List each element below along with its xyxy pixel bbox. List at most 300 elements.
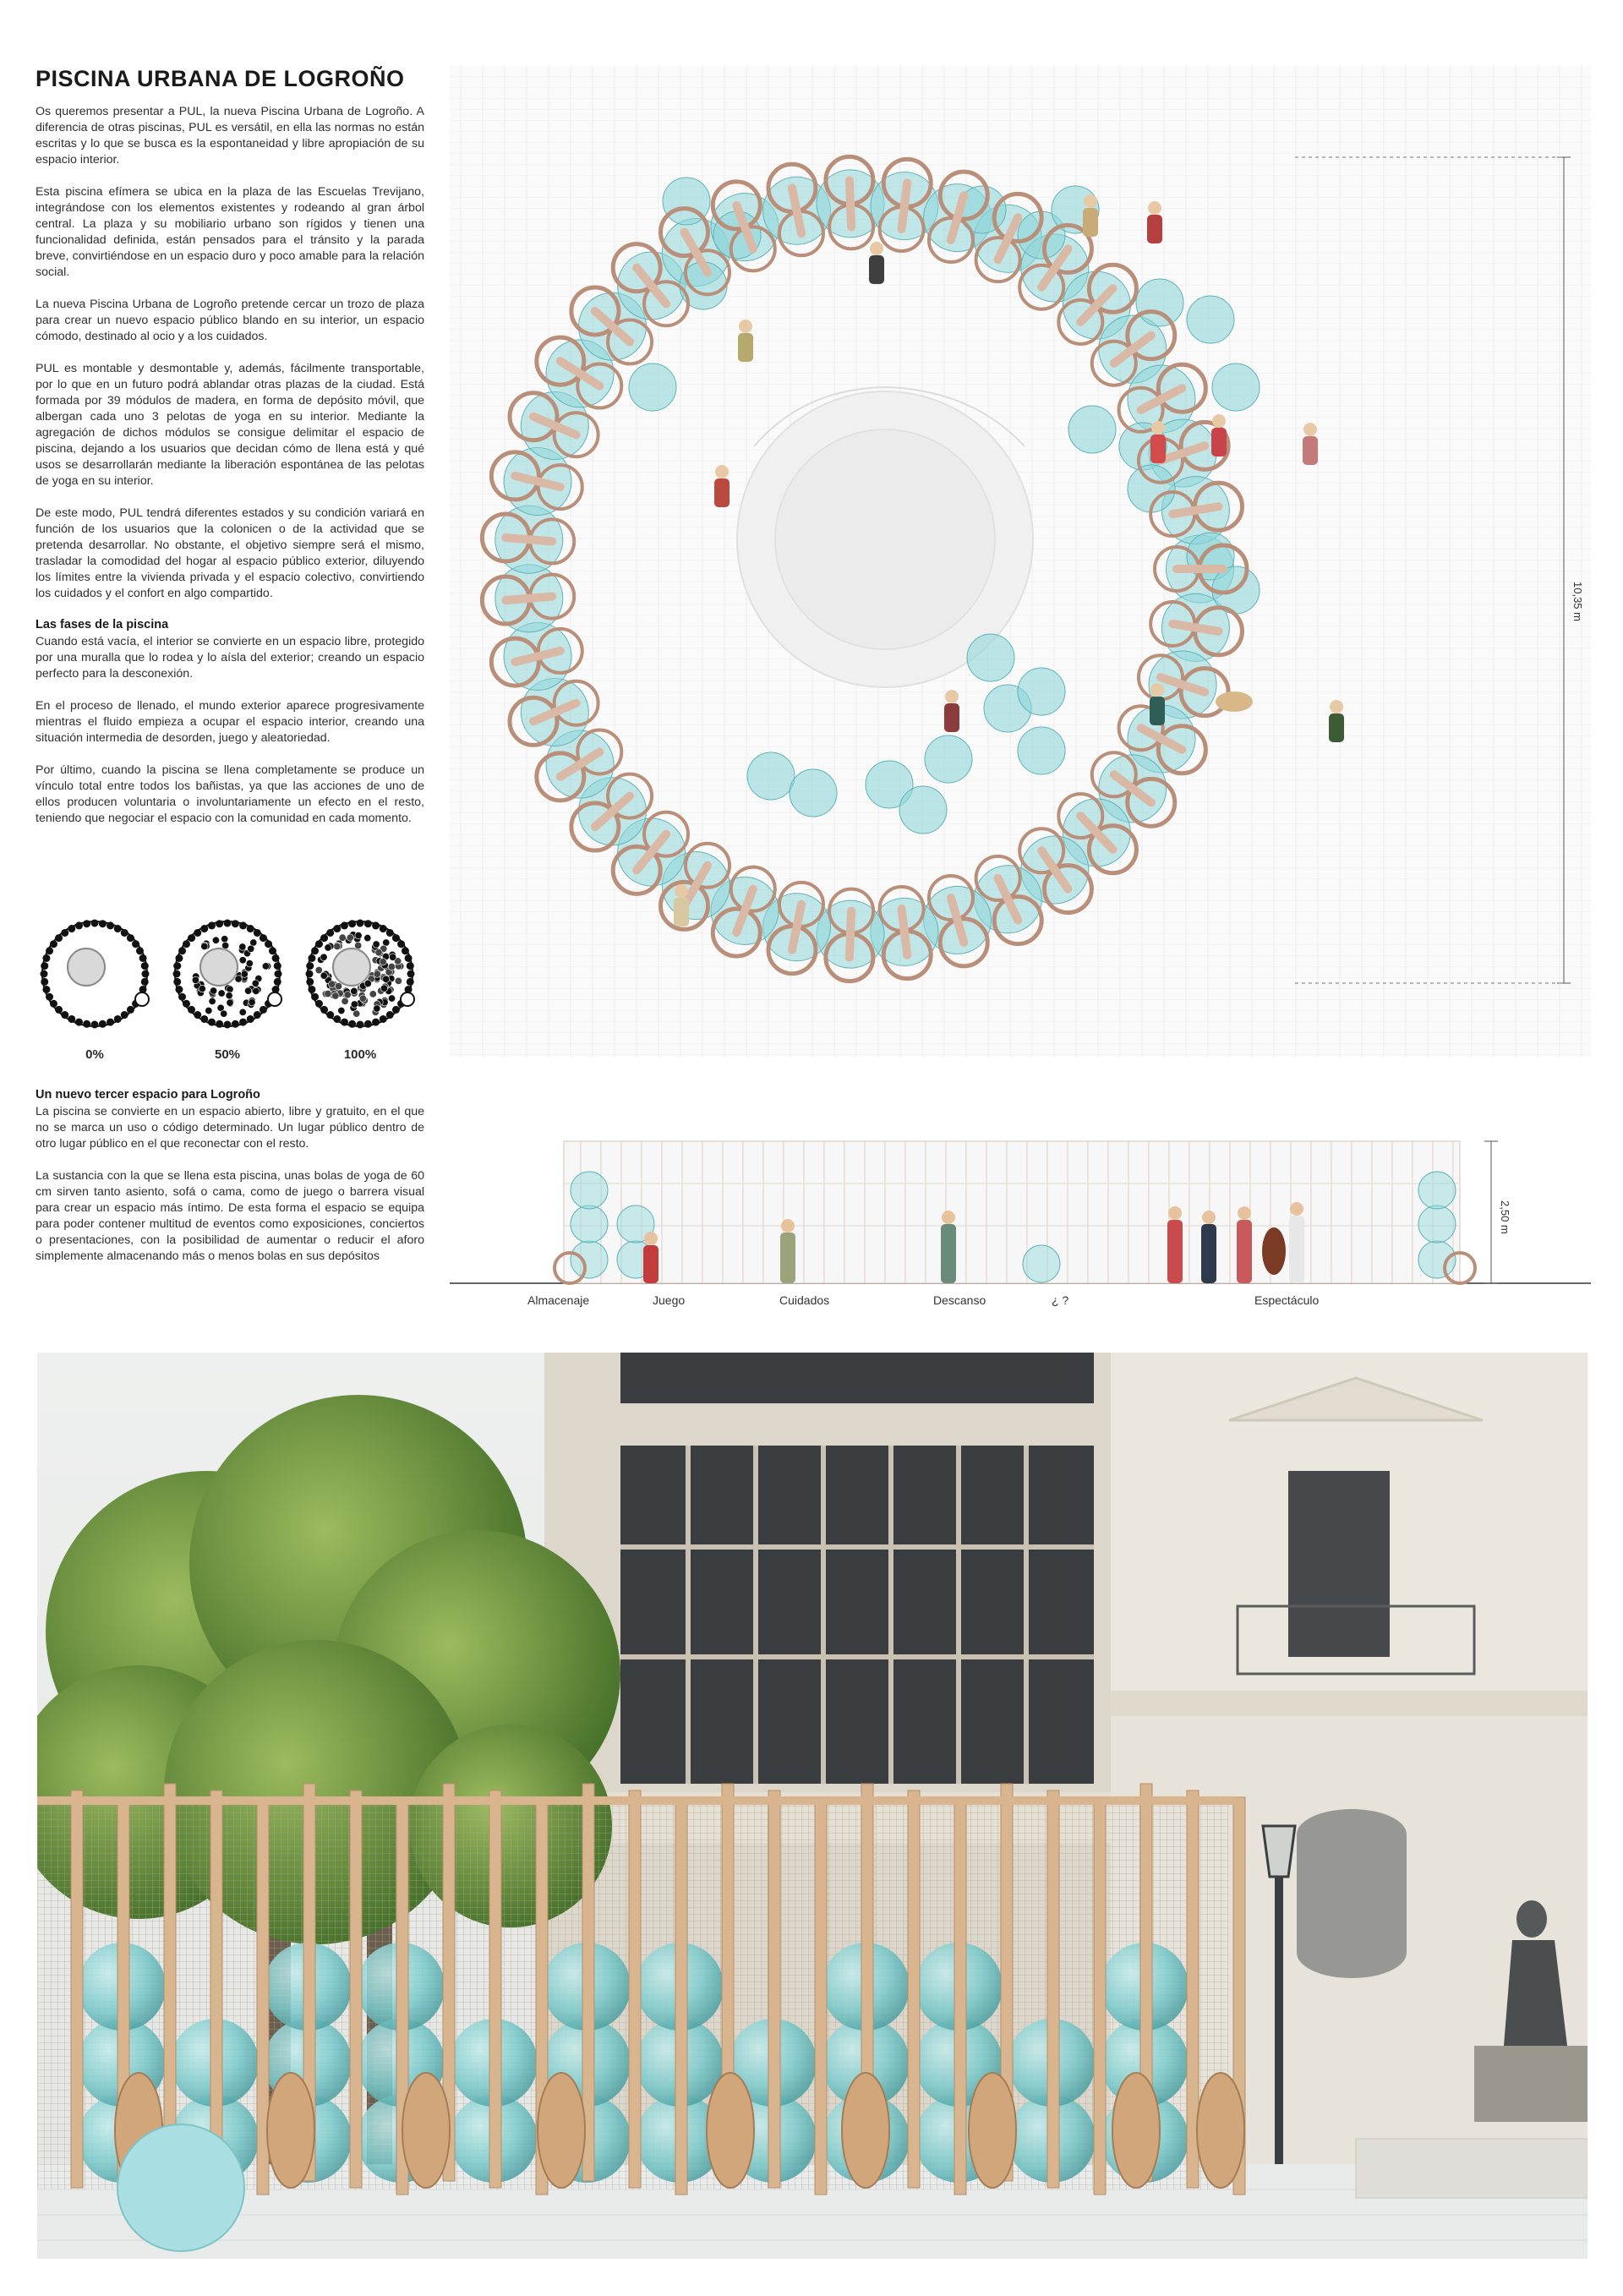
phase-ring-ball: [392, 934, 400, 942]
phase-ring-ball: [265, 940, 272, 948]
phase-ring-ball: [306, 978, 314, 986]
loose-ball: [790, 769, 837, 817]
phase-inner-ball: [335, 982, 342, 989]
phase-ring-ball: [91, 920, 99, 927]
wooden-post: [768, 1790, 780, 2188]
phase-ring-ball: [114, 925, 122, 932]
person-body: [1211, 428, 1227, 456]
phase-inner-ball: [246, 959, 253, 966]
phase-ring-ball: [55, 1006, 63, 1014]
phase-label: 50%: [214, 1047, 241, 1062]
phase-ring-ball: [315, 940, 323, 948]
wooden-wheel: [402, 2073, 450, 2188]
person-head: [1151, 421, 1165, 435]
phase-ring-ball: [127, 1006, 134, 1014]
phase-ring-ball: [397, 940, 405, 948]
phase-ring-ball: [247, 1015, 254, 1023]
phase-ring-ball: [372, 1019, 380, 1026]
section-label-show: Espectáculo: [1254, 1293, 1320, 1307]
phase-ring-ball: [83, 1020, 90, 1028]
phase-ring-ball: [357, 920, 364, 927]
phase-inner-ball: [249, 998, 255, 1005]
phase-ring-ball: [216, 1020, 223, 1028]
section-person-body: [1289, 1216, 1304, 1283]
phase-inner-ball: [364, 934, 371, 941]
intro-paragraph: Esta piscina efímera se ubica en la plaza de las Escuelas Trevijano, integrándose con los elementos existentes y rodeando al gran árbol central. La plaza y su mobiliario urbano son rígidos y tienen una funcionalidad definida, están pensados para el tránsito y la parada breve, convirtiéndose en un espacio duro y poco amable para la relación social.: [36, 185, 424, 279]
phase-ring-ball: [175, 954, 183, 962]
phase-inner-ball: [369, 991, 376, 998]
wooden-post: [164, 1784, 176, 2181]
phase-inner-ball: [355, 932, 362, 938]
loose-ball: [1018, 668, 1065, 715]
phase-half-diagram: [168, 915, 287, 1033]
phase-ring-ball: [139, 954, 147, 962]
phase-inner-ball: [253, 987, 260, 994]
person-head: [945, 690, 959, 703]
person-head: [1084, 194, 1097, 208]
phase-ring-ball: [407, 970, 415, 978]
phase-inner-ball: [374, 1005, 380, 1012]
phase-ring-ball: [142, 970, 150, 978]
section-person-head: [942, 1211, 955, 1224]
wooden-wheel: [1197, 2073, 1244, 2188]
section-person-body: [1237, 1220, 1252, 1283]
phase-full-diagram: [301, 915, 419, 1033]
phase-inner-ball: [389, 954, 396, 960]
section-person-body: [643, 1245, 658, 1283]
section-ball: [1418, 1205, 1456, 1243]
phase-ring-ball: [260, 934, 267, 942]
person-head: [715, 465, 729, 478]
left-column: [36, 66, 424, 843]
phase-entrance: [268, 992, 281, 1006]
phase-ring-ball: [107, 921, 114, 929]
phase-inner-ball: [325, 990, 331, 997]
phase-ring-ball: [121, 929, 128, 937]
wooden-post: [629, 1790, 641, 2188]
phase-inner-ball: [342, 998, 348, 1004]
phase-ring-ball: [272, 954, 280, 962]
phase-ring-ball: [341, 921, 348, 929]
phase-ring-ball: [68, 925, 75, 932]
phase-ring-ball: [183, 940, 190, 948]
section-person-body: [1167, 1220, 1183, 1283]
person-body: [944, 703, 959, 732]
phase-ring-ball: [50, 940, 57, 948]
phase-ring-ball: [311, 993, 319, 1001]
phases-heading: Las fases de la piscina: [36, 618, 169, 631]
section-svg: [450, 1133, 1591, 1289]
phase-inner-ball: [226, 992, 232, 998]
wooden-post: [489, 1790, 501, 2188]
phase-ring-ball: [239, 921, 247, 929]
intro-paragraph: De este modo, PUL tendrá diferentes estados y su condición variará en función de los usuarios que la colonicen o de la actividad que se pretenda desarrollar. No obstante, el objetivo siempre será el mismo, trasladar la comodidad del hogar al espacio público exterior, diluyendo los límites entre la vivienda privada y el espacio colectivo, convirtiendo los cuidados y el confort en algo compartido.: [36, 506, 424, 600]
loose-ball: [1018, 727, 1065, 774]
phase-tree: [200, 948, 238, 986]
phase-ring-ball: [127, 934, 134, 942]
third-space-heading: Un nuevo tercer espacio para Logroño: [36, 1088, 260, 1102]
phase-inner-ball: [218, 990, 225, 997]
section-dimension-label: 2,50 m: [1499, 1200, 1511, 1234]
phase-ring-ball: [326, 1011, 334, 1019]
phase-ring-ball: [173, 970, 181, 978]
top-rail: [37, 1796, 1238, 1805]
section-person-body: [941, 1224, 956, 1283]
phase-ring-ball: [260, 1006, 267, 1014]
section-person-head: [781, 1219, 795, 1233]
page-title: PISCINA URBANA DE LOGROÑO: [36, 66, 405, 91]
phase-ring-ball: [407, 962, 414, 970]
phase-inner-ball: [351, 987, 358, 994]
phase-ring-ball: [308, 954, 315, 962]
phase-inner-ball: [221, 1010, 227, 1017]
phase-ring-ball: [99, 1020, 107, 1028]
phase-ring-ball: [232, 920, 239, 927]
wooden-wheel: [842, 2073, 889, 2188]
phase-ring-ball: [364, 920, 372, 927]
phase-ring-ball: [46, 993, 53, 1001]
phase-inner-ball: [262, 963, 269, 970]
loose-ball: [967, 634, 1014, 681]
phase-ring-ball: [239, 1019, 247, 1026]
phase-ring-ball: [41, 978, 48, 986]
phase-ring-ball: [75, 921, 83, 929]
section-label-rest: Descanso: [933, 1293, 986, 1307]
phase-ring-ball: [200, 925, 208, 932]
person-head: [675, 884, 688, 898]
wooden-wheel: [707, 2073, 754, 2188]
phases-paragraph: En el proceso de llenado, el mundo exterior aparece progresivamente mientras el fluido empieza a ocupar el espacio interior, creando una situación intermedia de desorden, juego y aleatoriedad.: [36, 699, 424, 745]
phase-ring-ball: [41, 970, 48, 978]
section-ball: [571, 1241, 608, 1278]
phase-half: [168, 915, 287, 1062]
wooden-wheel: [1112, 2073, 1160, 2188]
section-person-body: [1201, 1224, 1216, 1283]
phase-ring-ball: [41, 962, 48, 970]
phase-ring-ball: [275, 970, 282, 978]
phase-ring-ball: [107, 1019, 114, 1026]
loose-ball: [1187, 296, 1234, 343]
phase-inner-ball: [227, 999, 233, 1006]
phase-inner-ball: [227, 986, 233, 992]
person-head: [1148, 201, 1161, 215]
phase-inner-ball: [359, 995, 366, 1002]
loose-yoga-ball: [117, 2124, 244, 2251]
plan-drawing: [450, 66, 1591, 1057]
phase-ring-ball: [183, 1000, 190, 1008]
phases-paragraph: Por último, cuando la piscina se llena completamente se produce un vínculo total entre todos los bañistas, ya que las acciones de uno de ellos producen voluntaria o involuntariamente un efecto en el resto, teniendo que negociar el espacio con la comunidad en cada momento.: [36, 763, 424, 825]
phase-ring-ball: [274, 962, 281, 970]
phase-ring-ball: [83, 920, 90, 927]
phase-ring-ball: [208, 1019, 216, 1026]
module-frame: [902, 183, 908, 229]
wooden-wheel: [267, 2073, 314, 2188]
phase-ring-ball: [247, 925, 254, 932]
person-body: [674, 898, 689, 927]
loose-ball: [1136, 279, 1183, 326]
loose-ball: [1068, 406, 1116, 453]
person-head: [1150, 683, 1164, 697]
phase-ring-ball: [188, 1006, 195, 1014]
phase-ring-ball: [254, 929, 261, 937]
phase-ring-ball: [121, 1011, 128, 1019]
plan-dimension-label: 10,35 m: [1571, 582, 1584, 621]
intro-paragraph: Os queremos presentar a PUL, la nueva Piscina Urbana de Logroño. A diferencia de otras piscinas, PUL es versátil, en ella las normas no están escritas y lo que se busca es la espontaneidad y libre apropiación de su espacio interior.: [36, 105, 424, 167]
phase-inner-ball: [239, 957, 246, 964]
phase-ring-ball: [372, 921, 380, 929]
phase-ring-ball: [46, 947, 53, 954]
phase-tree: [333, 948, 370, 986]
phase-diagrams: [36, 915, 424, 1067]
street-lamp: [1275, 1877, 1283, 2198]
section-person-head: [644, 1232, 658, 1245]
phase-ring-ball: [308, 986, 315, 993]
phase-inner-ball: [221, 936, 227, 943]
wooden-wheel: [969, 2073, 1016, 2188]
phase-ring-ball: [178, 993, 186, 1001]
person-head: [1212, 414, 1226, 428]
phase-ring-ball: [311, 947, 319, 954]
phase-entrance: [401, 992, 414, 1006]
person-body: [869, 255, 884, 284]
phase-empty-diagram: [36, 915, 154, 1033]
phase-ring-ball: [50, 1000, 57, 1008]
phase-ring-ball: [306, 970, 314, 978]
wooden-post: [908, 1790, 920, 2188]
phase-ring-ball: [188, 934, 195, 942]
phase-inner-ball: [235, 976, 242, 982]
person-head: [1330, 700, 1343, 713]
phase-ring-ball: [348, 920, 356, 927]
phase-inner-ball: [338, 1007, 345, 1014]
third-space-paragraph: La piscina se convierte en un espacio abierto, libre y gratuito, en el que no se marca un uso o código determinado. Un lugar público dentro de otro lugar público en el que reconectar con el resto.: [36, 1105, 424, 1151]
module-frame: [850, 911, 851, 958]
section-person-head: [1290, 1202, 1303, 1216]
module-frame: [850, 180, 851, 227]
phase-inner-ball: [248, 945, 254, 952]
phase-inner-ball: [388, 963, 395, 970]
section-label-storage: Almacenaje: [527, 1293, 590, 1307]
person-head: [739, 320, 752, 333]
phase-ring-ball: [55, 934, 63, 942]
phase-inner-ball: [353, 1010, 360, 1017]
phase-ring-ball: [306, 962, 314, 970]
person-body: [738, 333, 753, 362]
phase-inner-ball: [388, 995, 395, 1002]
phase-inner-ball: [212, 937, 219, 943]
wooden-post: [1047, 1790, 1059, 2188]
phase-ring-ball: [254, 1011, 261, 1019]
phase-inner-ball: [201, 943, 208, 949]
phase-inner-ball: [382, 976, 389, 982]
section-ball: [1418, 1172, 1456, 1209]
phase-ring-ball: [232, 1020, 239, 1028]
wooden-post: [71, 1790, 83, 2188]
phase-ring-ball: [333, 925, 341, 932]
phase-inner-ball: [332, 992, 339, 999]
phase-ring-ball: [61, 929, 68, 937]
phase-ring-ball: [380, 925, 387, 932]
person-body: [1150, 697, 1165, 725]
phase-ring-ball: [320, 934, 328, 942]
phase-ring-ball: [75, 1019, 83, 1026]
phase-ring-ball: [178, 947, 186, 954]
wooden-post: [815, 1797, 827, 2195]
phase-inner-ball: [354, 942, 361, 948]
phase-full: [301, 915, 419, 1062]
section-dimension: [1484, 1141, 1511, 1283]
phase-empty: [36, 915, 154, 1062]
third-space-column: [36, 1088, 424, 1281]
section-ball: [1023, 1245, 1060, 1282]
section-person-head: [1168, 1206, 1182, 1220]
phase-ring-ball: [386, 929, 394, 937]
intro-paragraph: PUL es montable y desmontable y, además, fácilmente transportable, por lo que en un futuro podrá ablandar otras plazas de la ciudad. Está formada por 39 módulos de madera, en forma de depósito móvil, que albergan cada uno 3 pelotas de yoga en su interior. Mediante la agregación de dichos módulos se consigue delimitar el espacio de piscina, dejando a los usuarios que decidan cómo de llena está y qué usos se desarrollarán mediante la liberación espontánea de las pelotas de yoga en su interior.: [36, 362, 424, 488]
phase-inner-ball: [205, 1007, 212, 1014]
phase-inner-ball: [241, 970, 248, 977]
plan-svg: [450, 66, 1591, 1057]
phase-ring-ball: [194, 1011, 201, 1019]
phase-inner-ball: [221, 942, 228, 948]
person-body: [1303, 436, 1318, 465]
phase-ring-ball: [132, 940, 139, 948]
phase-ring-ball: [405, 954, 413, 962]
third-space-paragraph: La sustancia con la que se llena esta piscina, unas bolas de yoga de 60 cm sirven tanto asiento, sofá o cama, como de juego o barrera visual para crear un espacio más íntimo. De esta forma el espacio se equipa para poder contener multitud de eventos como exposiciones, conciertos o presentaciones, con la posibilidad de aumentar o reducir el aforo simplemente almacenando más o menos bolas en sus depósitos: [36, 1169, 424, 1263]
phase-label: 100%: [343, 1047, 377, 1062]
phase-ring-ball: [141, 978, 149, 986]
section-label-question: ¿ ?: [1052, 1293, 1069, 1307]
phase-ring-ball: [402, 947, 409, 954]
phase-tree: [68, 948, 105, 986]
phase-ring-ball: [99, 920, 107, 927]
phase-ring-ball: [315, 1000, 323, 1008]
phase-inner-ball: [364, 980, 371, 987]
module-frame: [505, 597, 552, 600]
phase-ring-ball: [341, 1019, 348, 1026]
phase-ring-ball: [208, 921, 216, 929]
phase-inner-ball: [373, 941, 380, 948]
intro-paragraph: La nueva Piscina Urbana de Logroño pretende cercar un trozo de plaza para crear un nuevo espacio público blando en su interior, un espacio cómodo, destinado al ocio y a los cuidados.: [36, 298, 424, 343]
wooden-post: [210, 1790, 222, 2188]
street-render: [37, 1353, 1587, 2259]
phase-ring-ball: [61, 1011, 68, 1019]
phase-ring-ball: [114, 1015, 122, 1023]
phase-ring-ball: [42, 954, 50, 962]
phase-inner-ball: [320, 972, 327, 979]
upper-window: [1288, 1471, 1390, 1657]
phase-inner-ball: [252, 980, 259, 987]
phase-ring-ball: [392, 1006, 400, 1014]
phase-inner-ball: [374, 970, 380, 977]
wooden-wheel: [538, 2073, 585, 2188]
phase-ring-ball: [173, 978, 181, 986]
phase-inner-ball: [339, 934, 346, 941]
render-svg: [37, 1353, 1587, 2259]
phase-inner-ball: [347, 934, 353, 941]
section-label-care: Cuidados: [779, 1293, 830, 1307]
phase-inner-ball: [320, 954, 327, 960]
section-ball: [571, 1205, 608, 1243]
glass-facade: [620, 1446, 1094, 1784]
person-body: [1083, 208, 1098, 237]
phase-ring-ball: [386, 1011, 394, 1019]
phase-inner-ball: [239, 1009, 246, 1015]
loose-ball: [747, 752, 795, 800]
phase-ring-ball: [407, 978, 414, 986]
phase-ring-ball: [141, 962, 149, 970]
phase-inner-ball: [380, 985, 387, 992]
person-head: [870, 242, 883, 255]
phase-ring-ball: [91, 1021, 99, 1029]
phase-inner-ball: [239, 943, 246, 950]
phase-inner-ball: [344, 992, 351, 998]
module-frame: [902, 909, 908, 955]
phase-inner-ball: [395, 977, 402, 984]
phase-ring-ball: [269, 947, 276, 954]
section-person-body: [780, 1233, 795, 1283]
phase-entrance: [135, 992, 149, 1006]
wooden-post: [954, 1797, 966, 2195]
person-body: [1150, 435, 1166, 463]
phase-ring-ball: [68, 1015, 75, 1023]
wooden-post: [675, 1797, 687, 2195]
phases-paragraph: Cuando está vacía, el interior se convierte en un espacio libre, protegido por una muralla que lo rodea y lo aísla del exterior; creando un espacio perfecto para la desconexión.: [36, 635, 424, 681]
phase-inner-ball: [315, 966, 322, 973]
section-ball: [1418, 1241, 1456, 1278]
loose-ball: [925, 735, 972, 783]
phase-ring-ball: [224, 1021, 232, 1029]
phase-inner-ball: [325, 944, 331, 951]
phase-ring-ball: [136, 947, 144, 954]
phase-ring-ball: [364, 1020, 372, 1028]
person-body: [1329, 713, 1344, 742]
section-person-head: [1202, 1211, 1216, 1224]
person-body: [1147, 215, 1162, 243]
phase-ring-ball: [194, 929, 201, 937]
phase-ring-ball: [320, 1006, 328, 1014]
phase-ring-ball: [175, 986, 183, 993]
wooden-post: [1094, 1797, 1106, 2195]
double-bass: [1262, 1227, 1286, 1275]
phase-label: 0%: [85, 1047, 104, 1062]
phase-inner-ball: [192, 976, 199, 983]
wooden-post: [350, 1790, 362, 2188]
person-body: [714, 478, 730, 507]
phase-inner-ball: [329, 981, 336, 987]
loose-ball: [629, 364, 676, 411]
section-person-head: [1238, 1206, 1251, 1220]
loose-ball: [899, 786, 947, 834]
loose-ball: [1212, 364, 1260, 411]
section-label-play: Juego: [653, 1293, 686, 1307]
phase-ring-ball: [380, 1015, 387, 1023]
phase-ring-ball: [333, 1015, 341, 1023]
phase-ring-ball: [348, 1020, 356, 1028]
phase-ring-ball: [326, 929, 334, 937]
section-elevation: [450, 1133, 1591, 1319]
phase-ring-ball: [357, 1021, 364, 1029]
person-head: [1303, 423, 1317, 436]
phase-ring-ball: [274, 978, 281, 986]
phase-inner-ball: [375, 948, 382, 955]
phase-inner-ball: [334, 943, 341, 949]
phase-inner-ball: [199, 985, 205, 992]
phase-inner-ball: [351, 1001, 358, 1008]
phase-ring-ball: [173, 962, 181, 970]
phase-inner-ball: [380, 958, 386, 965]
phase-ring-ball: [42, 986, 50, 993]
dog: [1216, 692, 1253, 712]
